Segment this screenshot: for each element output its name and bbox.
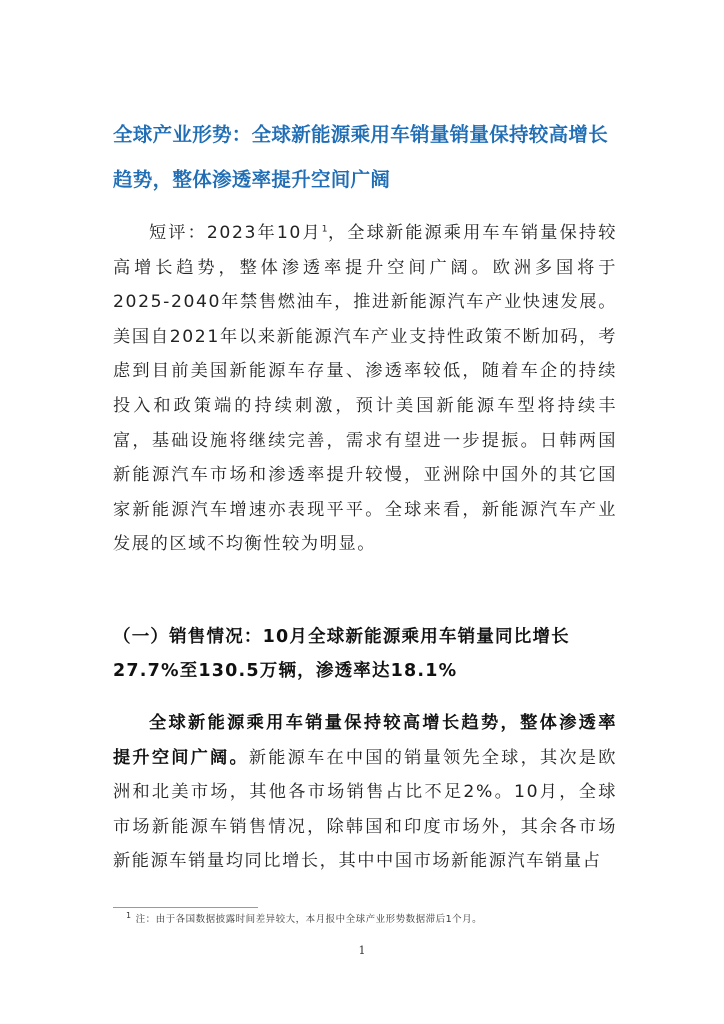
footnote [126, 910, 606, 927]
subsection-heading: （一）销售情况：10月全球新能源乘用车销量同比增长27.7%至130.5万辆，渗透率达18.1% [113, 627, 570, 681]
paragraph-commentary-rest: ，全球新能源乘用车车销量保持较高增长趋势，整体渗透率提升空间广阔。欧洲多国将于2025-2040年禁售燃油车，推进新能源汽车产业快速发展。美国自2021年以来新能源汽车产业支持性政策不断加码，考虑到目前美国新能源车存量、渗透率较低，随着车企的持续投入和政策端的持续刺激，预计美国新能源车型将持续丰富，基础设施将继续完善，需求有望进一步提振。日韩两国新能源汽车市场和渗透率提升较慢，亚洲除中国外的其它国家新能源汽车增速亦表现平平。全球来看，新能源汽车产业发展的区域不均衡性较为明显。 [113, 223, 617, 555]
footnote-divider [113, 907, 258, 908]
paragraph-sales-body: 新能源车在中国的销量领先全球，其次是欧洲和北美市场，其他各市场销售占比不足2%。10月，全球市场新能源车销售情况，除韩国和印度市场外，其余各市场新能源车销量均同比增长，其中中国市场新能源汽车销量占 [113, 747, 617, 872]
footnote-number: 1 [126, 910, 132, 920]
footnote-text: 注：由于各国数据披露时间差异较大，本月报中全球产业形势数据滞后1个月。 [135, 914, 483, 925]
paragraph-commentary [113, 216, 617, 562]
paragraph-commentary-start: 短评：2023年10月 [149, 223, 322, 243]
footnote-reference[interactable]: 1 [321, 224, 328, 235]
paragraph-sales [113, 706, 617, 879]
paragraph-sales-lead: 全球新能源乘用车销量保持较高增长趋势，整体渗透率提升空间广阔。 [113, 713, 617, 768]
section-heading: 全球产业形势：全球新能源乘用车销量销量保持较高增长趋势，整体渗透率提升空间广阔 [113, 123, 609, 191]
page-number: 1 [358, 944, 366, 957]
